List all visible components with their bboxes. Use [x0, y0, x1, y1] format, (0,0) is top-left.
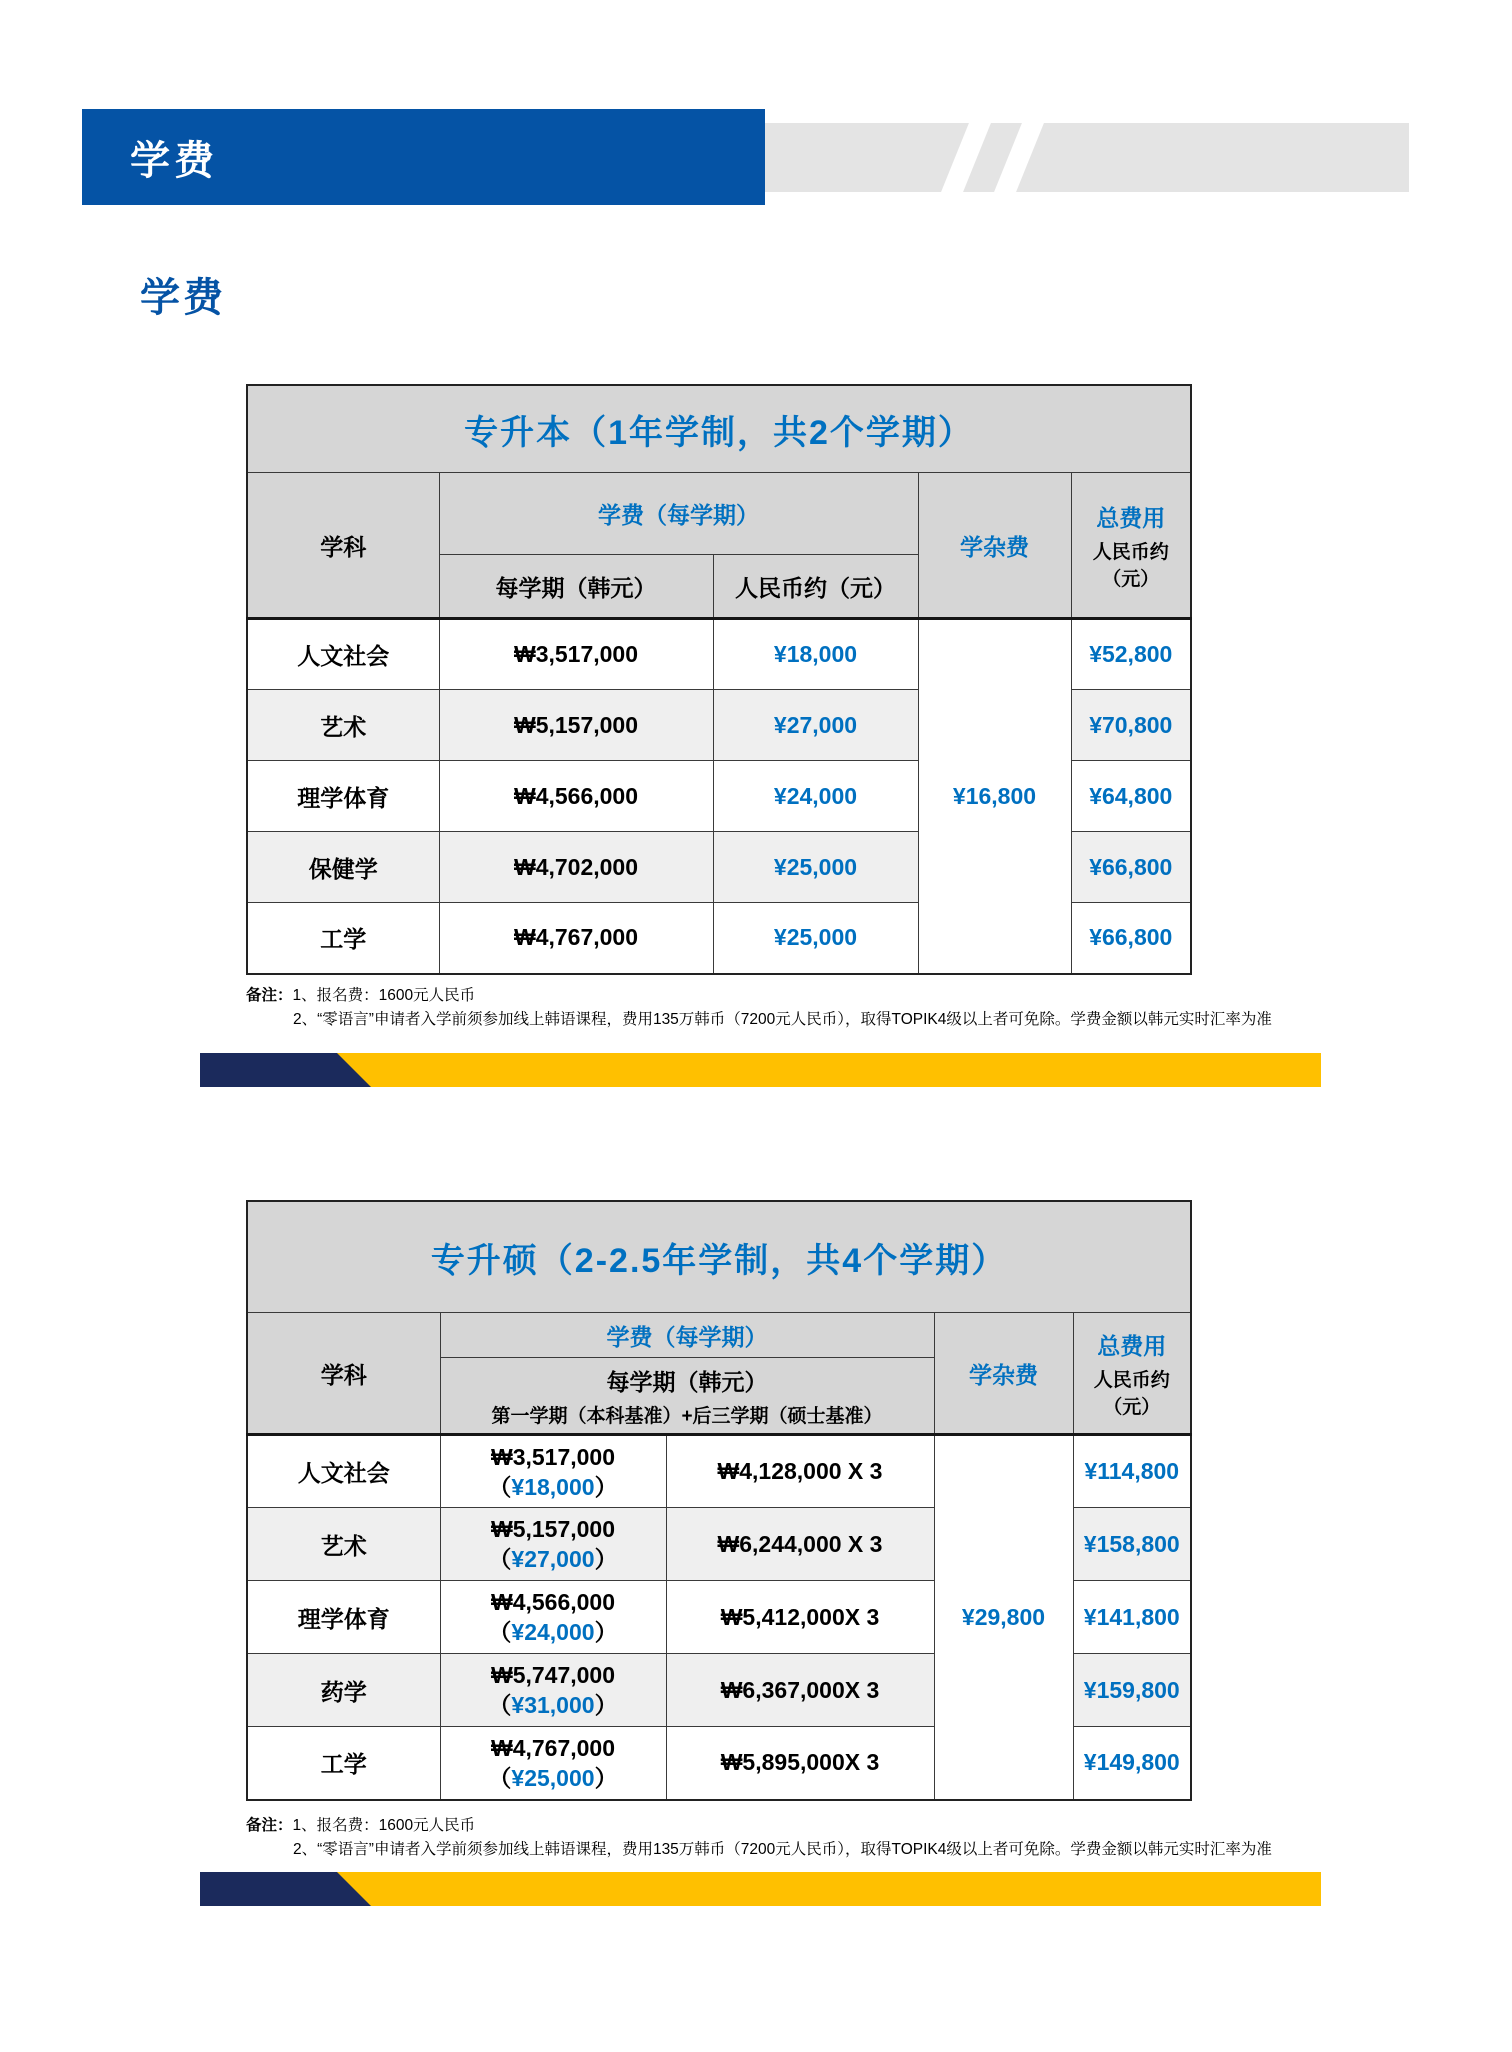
slash-decoration-icon	[992, 123, 1047, 192]
note-text: 1、报名费：1600元人民币	[292, 1817, 476, 1834]
col-header-rmb-approx: 人民币约（元）	[713, 555, 918, 619]
total-header-line2: 人民币约（元）	[1093, 1369, 1170, 1418]
krw-later-terms-cell: ₩5,412,000X 3	[666, 1581, 934, 1654]
krw-value: ₩3,517,000	[490, 1443, 616, 1470]
krw-cell: ₩5,157,000	[439, 690, 713, 761]
total-cell: ¥149,800	[1073, 1727, 1191, 1800]
col-header-total	[1071, 473, 1191, 619]
page-title: 学费	[140, 276, 226, 320]
rmb-cell: ¥27,000	[713, 690, 918, 761]
note-line1	[246, 1814, 1426, 1838]
tuition-table-masters	[246, 1200, 1192, 1801]
krw-value: ₩4,767,000	[490, 1734, 616, 1761]
col-header-per-term-krw: 每学期（韩元）	[439, 555, 713, 619]
krw-later-terms-cell: ₩4,128,000 X 3	[666, 1435, 934, 1508]
subject-cell: 人文社会	[247, 1435, 440, 1508]
col-header-tuition-group: 学费（每学期）	[440, 1313, 934, 1358]
rmb-paren-value: （¥27,000）	[488, 1546, 618, 1572]
col-header-subject: 学科	[247, 1313, 440, 1435]
note-line2: 2、“零语言”申请者入学前须参加线上韩语课程，费用135万韩币（7200元人民币），取得TOPIK4级以上者可免除。学费金额以韩元实时汇率为准	[293, 1841, 1272, 1858]
rmb-paren-value: （¥18,000）	[488, 1473, 618, 1500]
total-cell: ¥66,800	[1071, 903, 1191, 974]
header-row	[247, 473, 1191, 555]
krw-value: ₩5,747,000	[490, 1662, 616, 1688]
rmb-cell: ¥24,000	[713, 761, 918, 832]
col-header-tuition-group: 学费（每学期）	[439, 473, 918, 555]
rmb-cell: ¥25,000	[713, 832, 918, 903]
header-banner-gray	[765, 123, 1409, 192]
total-cell: ¥64,800	[1071, 761, 1191, 832]
banner-title: 学费	[130, 138, 218, 183]
total-cell: ¥66,800	[1071, 832, 1191, 903]
krw-first-term-cell	[440, 1508, 666, 1581]
subject-cell: 艺术	[247, 690, 439, 761]
krw-cell: ₩3,517,000	[439, 619, 713, 690]
krw-later-terms-cell: ₩6,367,000X 3	[666, 1654, 934, 1727]
per-term-detail-label: 第一学期（本科基准）+后三学期（硕士基准）	[491, 1405, 883, 1427]
subject-cell: 工学	[247, 903, 439, 974]
krw-later-terms-cell: ₩6,244,000 X 3	[666, 1508, 934, 1581]
yellow-bar	[200, 1872, 1321, 1906]
per-term-krw-label: 每学期（韩元）	[606, 1368, 768, 1395]
col-header-misc-fee: 学杂费	[918, 473, 1071, 619]
krw-value: ₩5,157,000	[490, 1516, 616, 1542]
note-text: 1、报名费：1600元人民币	[292, 987, 476, 1004]
krw-value: ₩4,566,000	[490, 1589, 616, 1615]
krw-later-terms-cell: ₩5,895,000X 3	[666, 1727, 934, 1800]
krw-first-term-cell	[440, 1654, 666, 1727]
subject-cell: 理学体育	[247, 1581, 440, 1654]
krw-first-term-cell	[440, 1727, 666, 1800]
total-cell: ¥159,800	[1073, 1654, 1191, 1727]
krw-first-term-cell	[440, 1581, 666, 1654]
krw-first-term-cell	[440, 1435, 666, 1508]
header-row	[247, 1313, 1191, 1358]
table-title-row	[247, 1201, 1191, 1313]
total-cell: ¥114,800	[1073, 1435, 1191, 1508]
krw-cell: ₩4,702,000	[439, 832, 713, 903]
col-header-subject: 学科	[247, 473, 439, 619]
note-line1	[246, 984, 1426, 1008]
rmb-paren-value: （¥31,000）	[488, 1692, 618, 1718]
col-header-total	[1073, 1313, 1191, 1435]
table-row	[247, 619, 1191, 690]
krw-cell: ₩4,767,000	[439, 903, 713, 974]
total-cell: ¥141,800	[1073, 1581, 1191, 1654]
rmb-paren-value: （¥25,000）	[488, 1764, 618, 1791]
note-label: 备注：	[246, 1817, 293, 1834]
table-title: 专升硕（2-2.5年学制，共4个学期）	[247, 1201, 1191, 1313]
total-cell: ¥70,800	[1071, 690, 1191, 761]
total-header-line2: 人民币约（元）	[1092, 541, 1169, 590]
misc-fee-cell: ¥16,800	[918, 619, 1071, 974]
divider-bar	[200, 1872, 1321, 1906]
header-banner	[82, 109, 765, 205]
rmb-cell: ¥25,000	[713, 903, 918, 974]
table1-notes	[246, 984, 1426, 1032]
note-label: 备注：	[246, 987, 293, 1004]
subject-cell: 人文社会	[247, 619, 439, 690]
rmb-cell: ¥18,000	[713, 619, 918, 690]
table2-notes	[246, 1814, 1426, 1862]
subject-cell: 药学	[247, 1654, 440, 1727]
col-header-misc-fee: 学杂费	[934, 1313, 1073, 1435]
rmb-paren-value: （¥24,000）	[488, 1619, 618, 1645]
col-header-per-term-krw	[440, 1358, 934, 1435]
total-header-line1: 总费用	[1096, 504, 1166, 531]
note-line2: 2、“零语言”申请者入学前须参加线上韩语课程，费用135万韩币（7200元人民币），取得TOPIK4级以上者可免除。学费金额以韩元实时汇率为准	[293, 1011, 1272, 1028]
total-cell: ¥158,800	[1073, 1508, 1191, 1581]
table-row	[247, 1435, 1191, 1508]
subject-cell: 艺术	[247, 1508, 440, 1581]
table-title-row	[247, 385, 1191, 473]
divider-bar	[200, 1053, 1321, 1087]
yellow-bar	[200, 1053, 1321, 1087]
slash-decoration-icon	[939, 123, 994, 192]
krw-cell: ₩4,566,000	[439, 761, 713, 832]
total-cell: ¥52,800	[1071, 619, 1191, 690]
subject-cell: 工学	[247, 1727, 440, 1800]
subject-cell: 理学体育	[247, 761, 439, 832]
total-header-line1: 总费用	[1097, 1332, 1167, 1359]
subject-cell: 保健学	[247, 832, 439, 903]
misc-fee-cell: ¥29,800	[934, 1435, 1073, 1800]
tuition-table-undergraduate	[246, 384, 1192, 975]
table-title: 专升本（1年学制，共2个学期）	[247, 385, 1191, 473]
